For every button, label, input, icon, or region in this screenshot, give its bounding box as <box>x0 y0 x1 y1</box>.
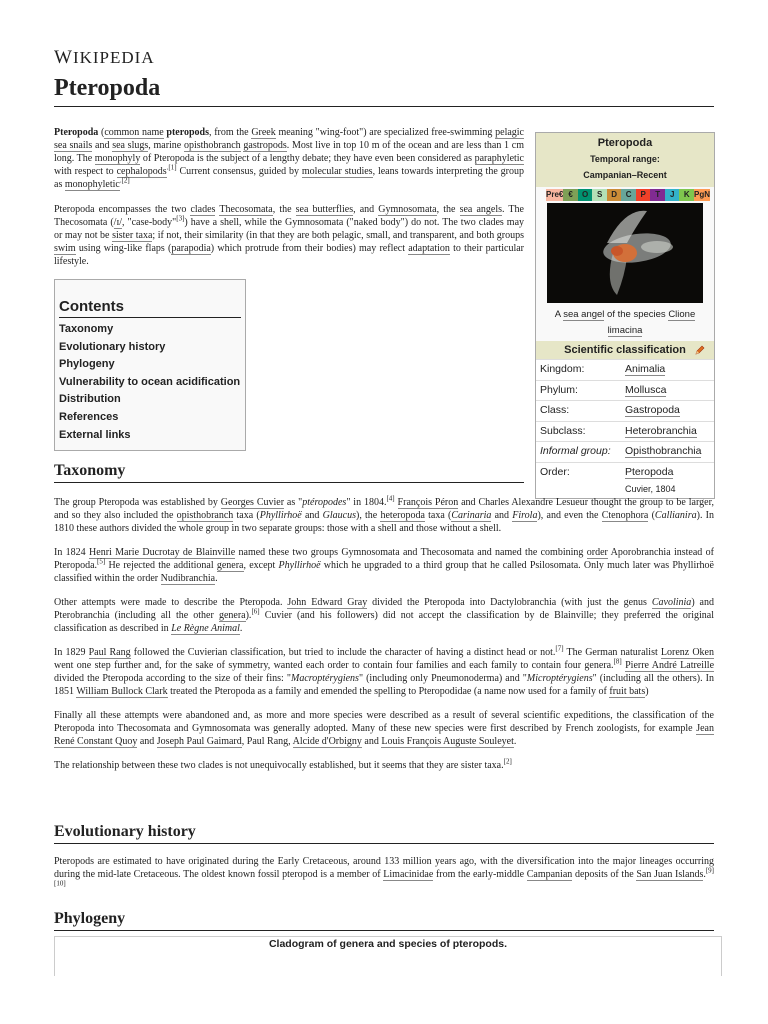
rank-value <box>625 381 714 401</box>
table-of-contents <box>54 279 246 451</box>
text-run: ) and Pterobranchia (including all the other <box>54 597 714 621</box>
text-run: went one step further and, for the sake of symmetry, wanted each order to contain four families and each family to contain four genera. <box>54 660 614 671</box>
taxonomy-paragraph <box>54 596 714 635</box>
bold-term: pteropods <box>166 127 210 138</box>
wiki-link[interactable]: sea snails <box>54 140 93 151</box>
wiki-link[interactable]: Alcide d'Orbigny <box>292 736 362 747</box>
taxon-link[interactable]: Heterobranchia <box>625 424 697 437</box>
wiki-link[interactable]: Henri Marie Ducrotay de Blainville <box>89 547 236 558</box>
edit-pencil-icon[interactable] <box>694 344 706 362</box>
taxonomy-paragraph <box>54 759 714 772</box>
toc-item[interactable]: Phylogeny <box>59 358 115 371</box>
citation-link[interactable]: [4] <box>386 494 395 503</box>
wordmark-rest: IKIPEDIA <box>72 48 155 67</box>
classification-row <box>536 400 714 421</box>
wiki-link[interactable]: Nudibranchia <box>160 573 216 584</box>
text-run: of the species <box>604 309 669 320</box>
text-run: ; if not, their similarity (in that they are both pelagic, small, and transparent, and both groups <box>152 230 525 241</box>
citation-link[interactable]: [5] <box>97 557 106 566</box>
toc-title: Contents <box>59 284 241 318</box>
wiki-link[interactable]: gastropods <box>243 140 287 151</box>
timeline-period[interactable]: J <box>665 189 680 201</box>
temporal-range-label: Temporal range: <box>590 154 660 164</box>
cladogram-title: Cladogram of genera and species of pteropods. <box>268 938 508 950</box>
text-run: , Paul Rang, <box>241 736 293 747</box>
taxonomy-heading-wrap <box>54 462 524 483</box>
timeline-period[interactable]: S <box>592 189 607 201</box>
citation-link[interactable]: [9][10] <box>54 866 715 888</box>
wiki-link[interactable]: Thecosomata <box>219 204 273 215</box>
text-run: ( <box>98 127 105 138</box>
wiki-link[interactable]: sea angels <box>459 204 502 215</box>
rank-label: Order: <box>540 465 570 478</box>
text-run: ). <box>245 610 252 621</box>
text-run: with respect to <box>54 166 117 177</box>
taxon-link[interactable]: Animalia <box>625 363 666 375</box>
wiki-link[interactable]: Georges Cuvier <box>220 497 285 508</box>
wiki-link[interactable]: fruit bats <box>609 686 646 697</box>
wiki-link[interactable]: parapodia <box>171 243 211 254</box>
wiki-link[interactable]: monophyletic <box>64 179 120 190</box>
wiki-link[interactable]: opisthobranch <box>176 510 234 521</box>
wiki-link[interactable]: paraphyletic <box>474 153 524 164</box>
classification-row <box>536 462 714 483</box>
text-run: The German naturalist <box>563 647 661 658</box>
section-heading-taxonomy: Taxonomy <box>54 462 524 483</box>
citation-link[interactable]: [2] <box>503 757 512 766</box>
text-run: . <box>703 869 706 880</box>
text-run: In 1829 <box>54 647 89 658</box>
text-run: of Pteropoda is the subject of a lengthy debate; they have even been considered as <box>140 153 475 164</box>
text-run: treated the Pteropoda as a family and emended the spelling to Pteropodidae (a name now used for a family of <box>167 686 610 697</box>
toc-item[interactable]: Vulnerability to ocean acidification <box>59 375 241 388</box>
text-run: and <box>361 736 382 747</box>
text-run: using wing-like flaps ( <box>75 243 172 254</box>
toc-item[interactable]: Distribution <box>59 393 121 406</box>
timeline-period[interactable]: K <box>679 189 694 201</box>
text-run: ) <box>645 686 649 697</box>
text-run: ). In 1810 these authors divided the whole group in two separate groups: those with a shell and those without a shell. <box>54 510 714 534</box>
cladogram-box <box>54 936 722 976</box>
taxobox-caption <box>536 303 714 341</box>
rank-value <box>625 360 714 380</box>
italic-term: Phyllirhoë <box>278 560 321 571</box>
rank-value <box>625 401 714 421</box>
text-run: Finally all these attempts were abandoned and, as more and more species were described as a result of several scientific expeditions, the classification of the Pteropoda into Thecosomata and Gymnosomata was generally adopted. Many of these new species were first described by French zoologists, for example <box>54 710 714 734</box>
wiki-link[interactable]: genera <box>218 610 246 621</box>
italic-term: Phyllirhoë <box>259 510 302 521</box>
text-run: The group Pteropoda was established by <box>54 497 221 508</box>
text-run: and Charles Alexandre Lesueur thought the group to be larger, and so they also included the <box>54 497 714 521</box>
evolution-section <box>54 823 714 894</box>
text-run: . <box>513 736 517 747</box>
classification-row <box>536 359 714 380</box>
text-run: , the <box>272 204 296 215</box>
text-run: divided the Pteropoda according to the size of their fins: " <box>54 673 291 684</box>
taxonomy-paragraph <box>54 709 714 748</box>
text-run: , "case-body" <box>122 217 177 228</box>
geologic-timeline <box>546 189 710 201</box>
page-title: Pteropoda <box>54 72 714 107</box>
toc-item[interactable]: References <box>59 410 119 423</box>
wiki-link[interactable]: John Edward Gray <box>287 597 368 608</box>
section-heading-phylogeny: Phylogeny <box>54 910 714 931</box>
wiki-link[interactable]: Limacinidae <box>383 869 434 880</box>
wiki-link[interactable]: clades <box>190 204 216 215</box>
text-run: The relationship between these two clades is not unequivocally established, but it seems that they are sister taxa. <box>54 760 504 771</box>
text-run: Pteropods are estimated to have originated during the Early Cretaceous, around 133 million years ago, with the diversification into the major lineages occurring during the mid-late Cretaceous. The oldest known fossil pteropod is a member of <box>54 856 714 880</box>
citation-link[interactable]: [6] <box>251 607 260 616</box>
wiki-link[interactable]: Louis François Auguste Souleyet <box>381 736 514 747</box>
toc-item[interactable]: External links <box>59 428 131 441</box>
rank-label: Phylum: <box>540 383 578 396</box>
phylogeny-section <box>54 910 714 931</box>
classification-row <box>536 441 714 462</box>
timeline-period[interactable]: D <box>607 189 622 201</box>
italic-term: Glaucus <box>322 510 356 521</box>
wiki-link[interactable]: sister taxa <box>112 230 153 241</box>
scientific-classification-title: Scientific classification <box>564 344 686 356</box>
wiki-link[interactable]: François Péron <box>397 497 459 508</box>
wiki-link[interactable]: Joseph Paul Gaimard <box>156 736 242 747</box>
wordmark-initial: W <box>54 47 73 68</box>
sea-angel-image <box>547 203 703 303</box>
citation-link[interactable]: [8] <box>613 657 622 666</box>
text-run: ) which protrude from their bodies) may reflect <box>210 243 409 254</box>
taxon-authority: Cuvier, 1804 <box>536 482 714 498</box>
rank-value <box>625 422 714 442</box>
wiki-link[interactable]: swim <box>54 243 76 254</box>
text-run: . <box>215 573 218 584</box>
wiki-link[interactable]: San Juan Islands <box>636 869 704 880</box>
text-run: taxa ( <box>424 510 452 521</box>
text-run: " (including only Pneumonoderma) and " <box>358 673 527 684</box>
text-run: ) have a shell, while the Gymnosomata ("naked body") do not. The two clades may or may not be <box>54 217 525 241</box>
wiki-link[interactable]: Le Règne Animal <box>171 623 240 634</box>
rank-label: Kingdom: <box>540 363 585 375</box>
wiki-link[interactable]: Carinaria <box>451 510 492 521</box>
taxon-link[interactable]: Pteropoda <box>625 465 674 478</box>
text-run: and <box>137 736 157 747</box>
wiki-link[interactable]: William Bullock Clark <box>76 686 168 697</box>
text-run: divided the Pteropoda into Dactylobranchia (with just the genus <box>367 597 652 608</box>
wiki-link[interactable]: Greek <box>251 127 276 138</box>
wiki-link[interactable]: Ctenophora <box>601 510 649 521</box>
text-run: , from the <box>209 127 252 138</box>
citation-link[interactable]: .[1] <box>166 163 177 172</box>
text-run: and <box>92 140 113 151</box>
wiki-link[interactable]: pelagic <box>495 127 524 138</box>
italic-term: Callianira <box>654 510 697 521</box>
timeline-period[interactable]: Pre€ <box>546 190 564 199</box>
timeline-period[interactable]: P <box>636 189 651 201</box>
text-run: Current consensus, guided by <box>176 166 302 177</box>
taxobox-title: Pteropoda <box>597 137 653 149</box>
wiki-link[interactable]: Clione limacina <box>607 309 696 336</box>
taxon-link[interactable]: Opisthobranchia <box>625 445 702 457</box>
wiki-link[interactable]: heteropoda <box>380 510 425 521</box>
temporal-range-value: Campanian–Recent <box>583 170 667 180</box>
intro-paragraph-1 <box>54 126 524 191</box>
text-run: , the <box>436 204 460 215</box>
wiki-link[interactable]: Paul Rang <box>88 647 131 658</box>
text-run: ), the <box>355 510 381 521</box>
classification-rows <box>536 359 714 482</box>
text-run: , marine <box>148 140 184 151</box>
toc-item[interactable]: Evolutionary history <box>59 340 166 353</box>
bold-term: Pteropoda <box>54 127 99 138</box>
wiki-link[interactable]: cephalopods <box>116 166 167 177</box>
wiki-link[interactable]: sea slugs <box>112 140 149 151</box>
scientific-classification-header <box>536 341 714 359</box>
timeline-period[interactable]: C <box>621 189 636 201</box>
text-run: Other attempts were made to describe the Pteropoda. <box>54 597 288 608</box>
wiki-link[interactable]: opisthobranch <box>183 140 241 151</box>
timeline-period[interactable]: PgN <box>694 190 710 199</box>
wiki-link[interactable]: Gymnosomata <box>378 204 437 215</box>
rank-value <box>625 442 714 462</box>
wiki-link[interactable]: sea angel <box>563 309 605 320</box>
text-run: . <box>239 623 243 634</box>
intro-section <box>54 126 524 268</box>
timeline-period[interactable]: T <box>650 189 665 201</box>
italic-term: Macroptérygiens <box>290 673 359 684</box>
taxonomy-section <box>54 496 714 772</box>
wiki-link[interactable]: Jean René Constant Quoy <box>54 723 714 747</box>
section-heading-evolutionary-history: Evolutionary history <box>54 823 714 844</box>
taxobox <box>535 132 715 499</box>
text-run: which he upgraded to a third group that he called Psilosomata. Only much later was Phyllirhoë classified within the order <box>54 560 714 584</box>
text-run: and <box>491 510 513 521</box>
wiki-link[interactable]: adaptation <box>408 243 450 254</box>
taxobox-header <box>536 133 714 187</box>
timeline-period[interactable]: € <box>563 189 578 201</box>
rank-value <box>625 463 714 483</box>
rank-label: Subclass: <box>540 424 586 437</box>
taxonomy-paragraph <box>54 546 714 585</box>
wiki-link[interactable]: Lorenz Oken <box>660 647 714 658</box>
wiki-link[interactable]: Campanian <box>526 869 573 880</box>
citation-link[interactable]: [3] <box>176 214 185 223</box>
text-run: , except <box>243 560 279 571</box>
wiki-link[interactable]: monophyly <box>94 153 141 164</box>
text-run: taxa ( <box>233 510 260 521</box>
italic-term: ptéropodes <box>302 497 347 508</box>
classification-row <box>536 421 714 442</box>
text-run: In 1824 <box>54 547 90 558</box>
text-run: followed the Cuvierian classification, but tried to include the character of having a distinct head or not. <box>130 647 556 658</box>
text-run: , leans towards interpreting the group as <box>54 166 525 190</box>
wiki-link[interactable]: Pierre André Latreille <box>625 660 715 671</box>
wiki-link[interactable]: /ɪ/ <box>113 217 123 228</box>
text-run: from the early-middle <box>433 869 527 880</box>
taxonomy-paragraph <box>54 496 714 535</box>
toc-item[interactable]: Taxonomy <box>59 323 114 335</box>
text-run: ), and even the <box>537 510 602 521</box>
text-run: He rejected the additional <box>105 560 217 571</box>
text-run: , and <box>353 204 379 215</box>
rank-label: Informal group: <box>540 445 611 457</box>
wiki-link[interactable]: molecular studies <box>301 166 373 177</box>
wiki-link[interactable]: order <box>586 547 608 558</box>
intro-paragraph-2 <box>54 203 524 268</box>
text-run: " in 1804. <box>346 497 387 508</box>
text-run: Pteropoda encompasses the two <box>54 204 191 215</box>
text-run: to their particular lifestyle. <box>54 243 524 267</box>
text-run: and <box>301 510 323 521</box>
evolution-paragraph <box>54 855 714 894</box>
text-run: . Most live in top 10 m of the ocean and are less than 1 cm long. The <box>54 140 524 164</box>
wikipedia-wordmark[interactable] <box>54 47 155 69</box>
taxon-link[interactable]: Mollusca <box>625 383 667 396</box>
wiki-link[interactable]: common name <box>104 127 164 138</box>
text-run: Cuvier (and his followers) did not accept the classification by de Blainville; they preferred the original classification as described in <box>54 610 714 634</box>
rank-label: Class: <box>540 404 570 416</box>
taxon-link[interactable]: Gastropoda <box>625 404 680 416</box>
wiki-link[interactable]: genera <box>216 560 244 571</box>
text-run: " (including all the others). In 1851 <box>54 673 714 697</box>
text-run: ( <box>648 510 655 521</box>
classification-row <box>536 380 714 401</box>
text-run: Aporobranchia instead of Pteropoda. <box>54 547 714 571</box>
text-run: meaning "wing-foot") are specialized free-swimming <box>275 127 496 138</box>
text-run: named these two groups Gymnosomata and Thecosomata and named the combining <box>235 547 587 558</box>
taxonomy-paragraph <box>54 646 714 698</box>
citation-link[interactable]: [7] <box>555 644 564 653</box>
wiki-link[interactable]: Firola <box>512 510 538 521</box>
text-run: as " <box>284 497 303 508</box>
italic-term: Microptérygiens <box>526 673 593 684</box>
text-run: deposits of the <box>572 869 637 880</box>
text-run: . The Thecosomata ( <box>54 204 524 228</box>
sea-angel-photo[interactable] <box>547 203 703 303</box>
wiki-link[interactable]: Cavolinia <box>651 597 692 608</box>
citation-link[interactable]: .[2] <box>119 176 130 185</box>
wiki-link[interactable]: sea butterflies <box>295 204 354 215</box>
timeline-period[interactable]: O <box>578 189 593 201</box>
text-run: A <box>554 309 564 320</box>
